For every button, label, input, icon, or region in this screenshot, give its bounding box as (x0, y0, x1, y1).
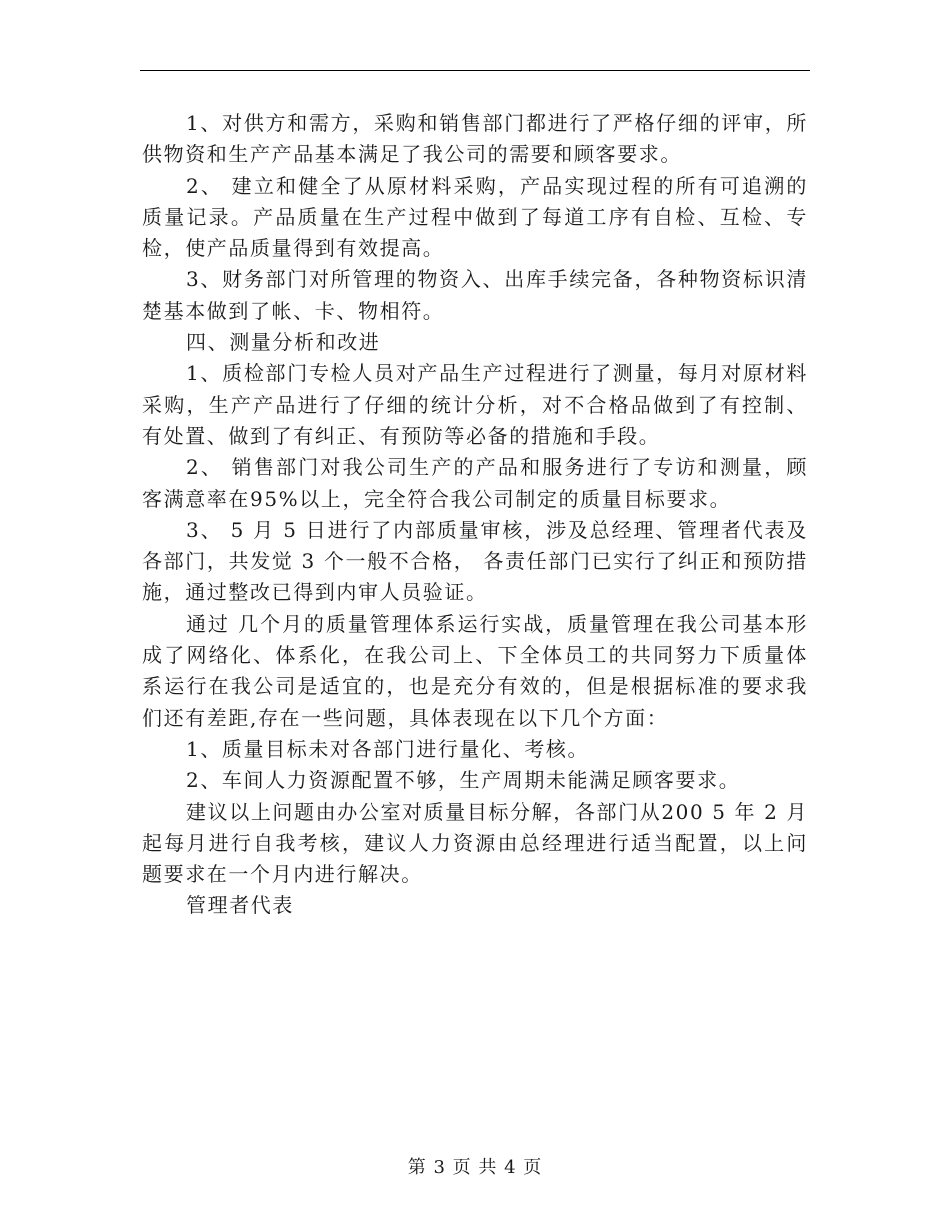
paragraph: 1、质检部门专检人员对产品生产过程进行了测量，每月对原材料采购，生产产品进行了仔细的统计分析，对不合格品做到了有控制、有处置、做到了有纠正、有预防等必备的措施和手段。 (142, 361, 808, 448)
paragraph: 2、 销售部门对我公司生产的产品和服务进行了专访和测量，顾客满意率在95%以上，完全符合我公司制定的质量目标要求。 (142, 455, 808, 511)
paragraph: 通过 几个月的质量管理体系运行实战，质量管理在我公司基本形成了网络化、体系化，在我公司上、下全体员工的共同努力下质量体系运行在我公司是适宜的，也是充分有效的，但是根据标准的要求我们还有差距,存在一些问题，具体表现在以下几个方面： (142, 611, 808, 730)
document-body (142, 108, 808, 922)
section-heading: 四、测量分析和改进 (186, 330, 381, 355)
paragraph: 3、 5 月 5 日进行了内部质量审核，涉及总经理、管理者代表及各部门，共发觉 3 个一般不合格， 各责任部门已实行了纠正和预防措施，通过整改已得到内审人员验证。 (142, 517, 808, 605)
signature-line: 管理者代表 (186, 893, 294, 918)
paragraph: 1、质量目标未对各部门进行量化、考核。 (186, 736, 590, 761)
paragraph: 2、 建立和健全了从原材料采购，产品实现过程的所有可追溯的质量记录。产品质量在生产过程中做到了每道工序有自检、互检、专检，使产品质量得到有效提高。 (142, 173, 808, 261)
paragraph: 3、财务部门对所管理的物资入、出库手续完备，各种物资标识清楚基本做到了帐、卡、物相符。 (142, 267, 808, 323)
paragraph: 1、对供方和需方，采购和销售部门都进行了严格仔细的评审，所供物资和生产产品基本满足了我公司的需要和顾客要求。 (142, 111, 808, 167)
page-number: 第 3 页 共 4 页 (407, 1157, 543, 1178)
header-rule (140, 70, 810, 71)
paragraph: 建议以上问题由办公室对质量目标分解，各部门从200 5 年 2 月起每月进行自我考核，建议人力资源由总经理进行适当配置，以上问题要求在一个月内进行解决。 (142, 799, 808, 887)
paragraph: 2、车间人力资源配置不够，生产周期未能满足顾客要求。 (186, 768, 741, 793)
